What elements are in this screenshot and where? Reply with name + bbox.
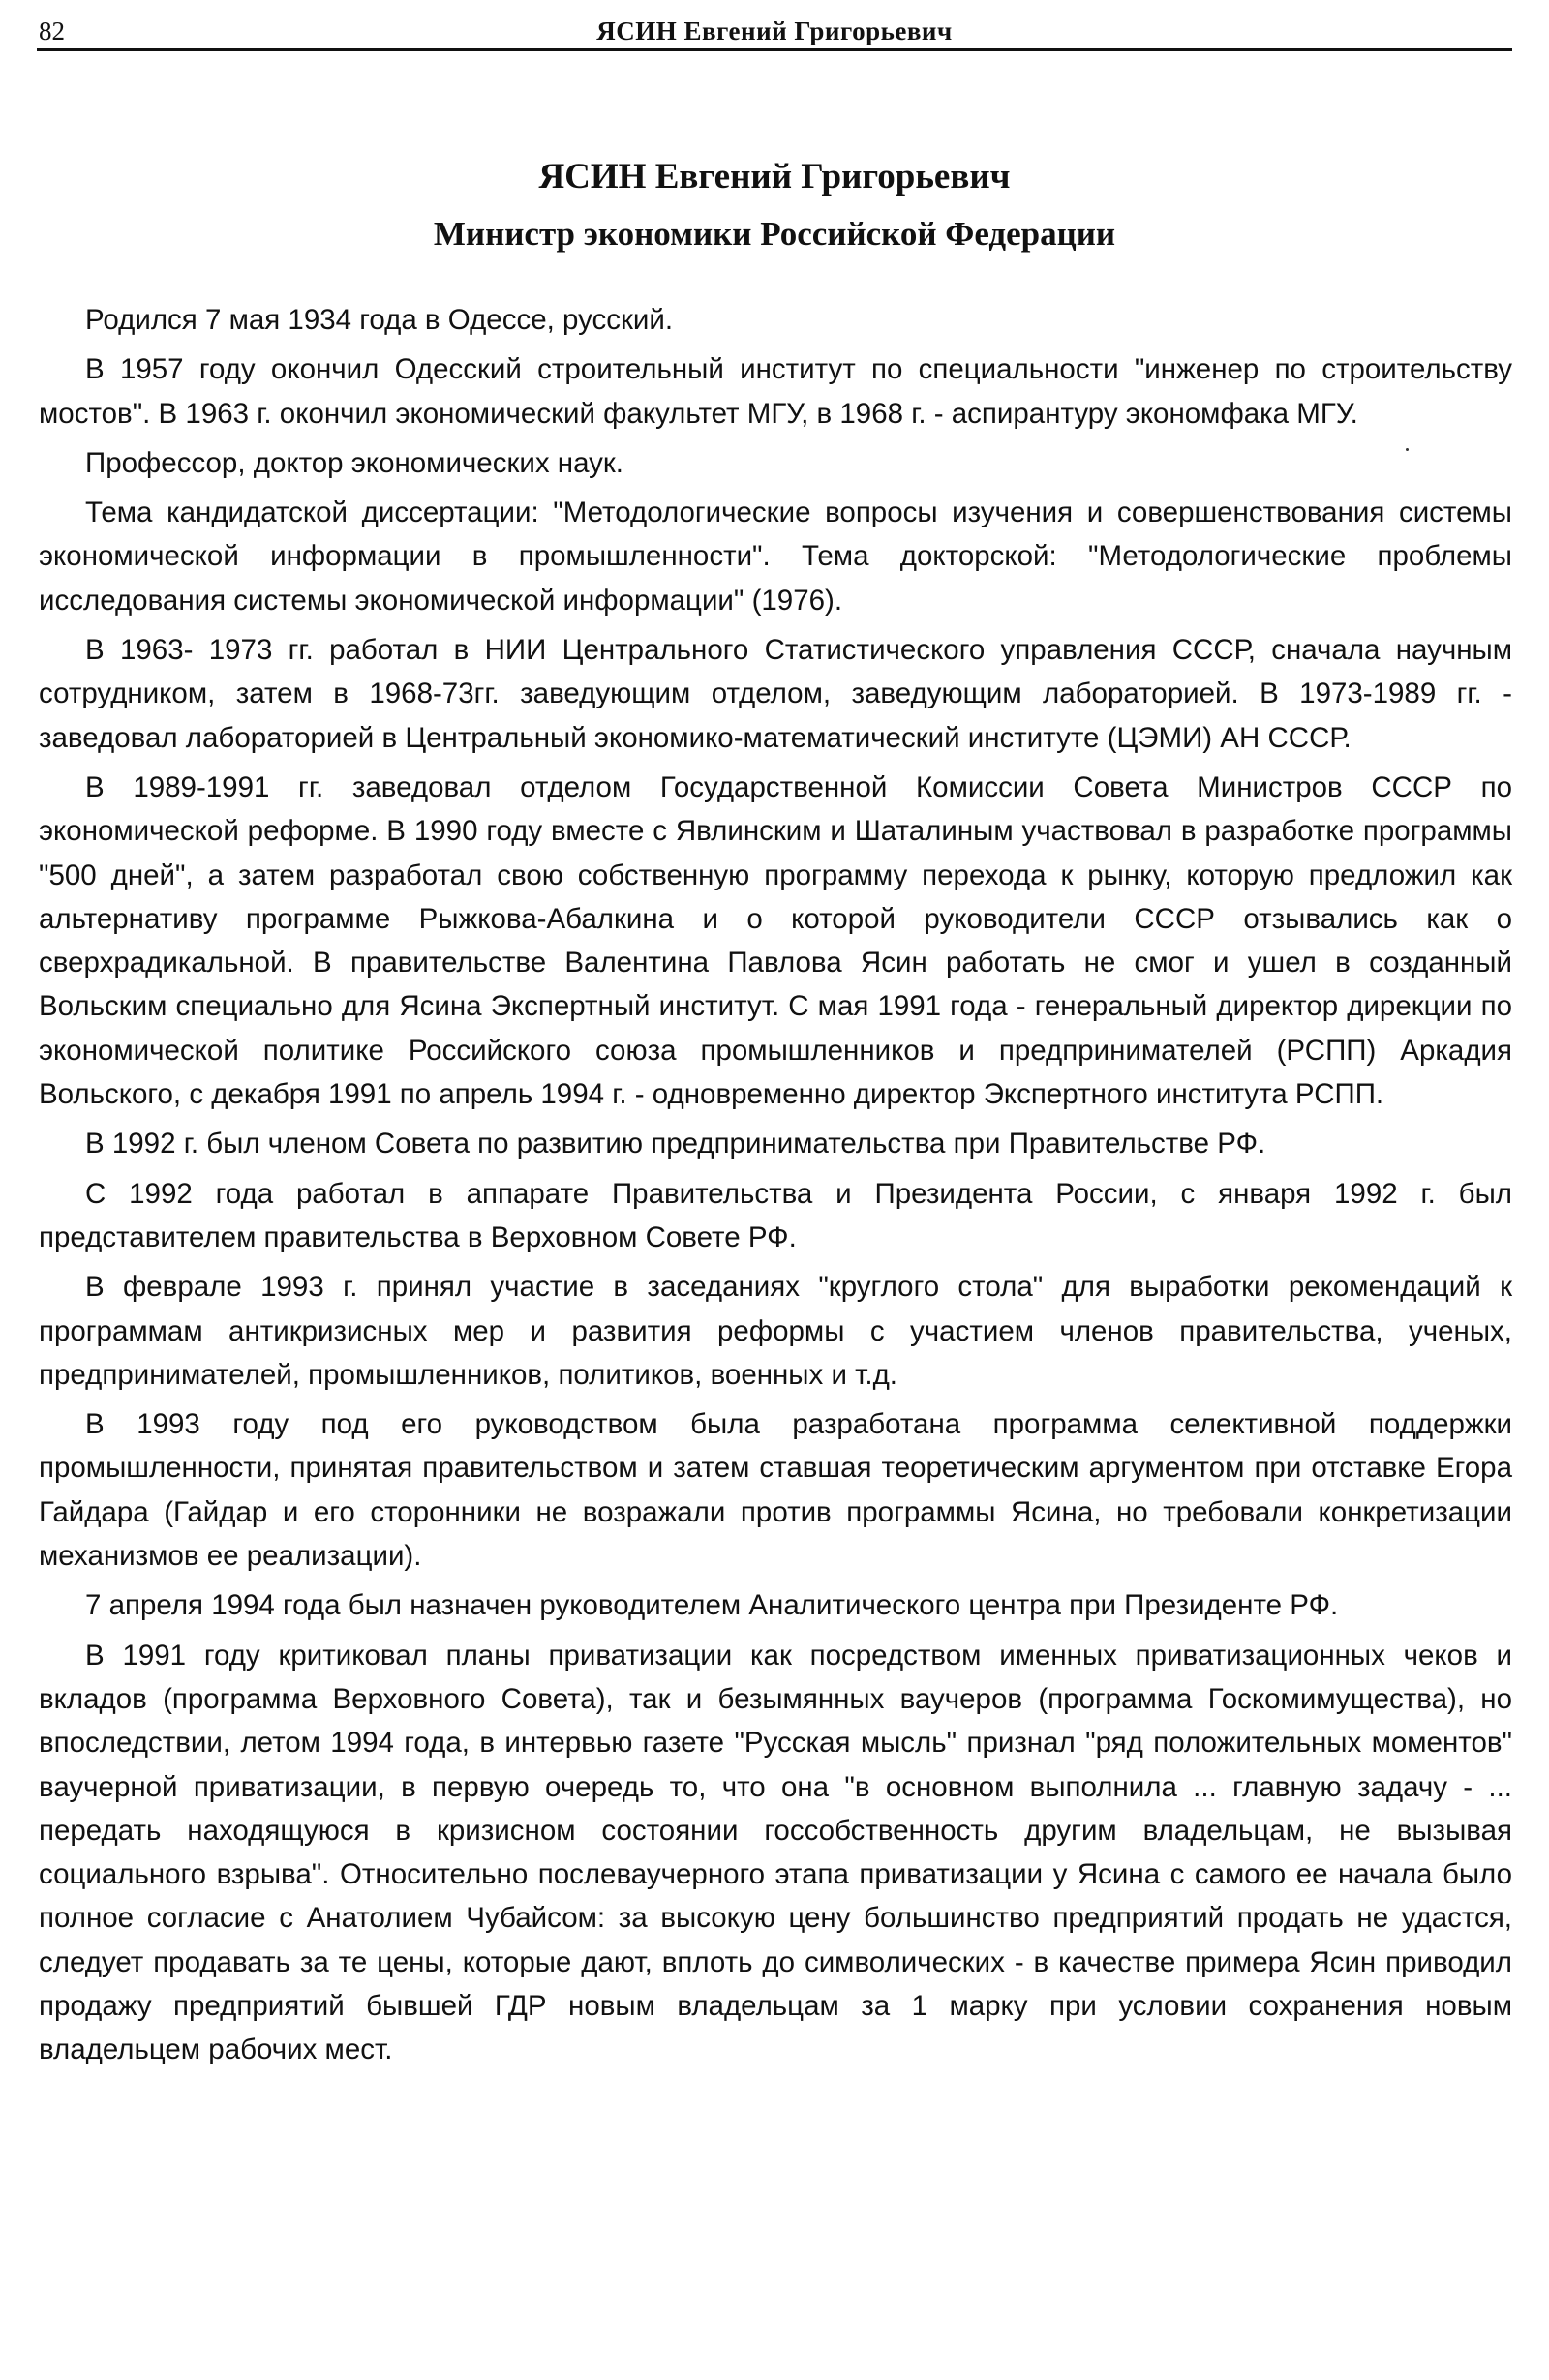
paragraph: В 1957 году окончил Одесский строительный институт по специальности "инженер по строительству мостов". В 1963 г. окончил экономический факультет МГУ, в 1968 г. - аспирантуру экономфака МГУ. xyxy=(39,353,1512,430)
page-number: 82 xyxy=(39,16,65,45)
document-title: ЯСИН Евгений Григорьевич xyxy=(538,157,1011,196)
paragraph: В феврале 1993 г. принял участие в заседаниях "круглого стола" для выработки рекомендаций к программам антикризисных мер и развития реформы с участием членов правительства, ученых, предпринимателей, промышленников, политиков, военных и т.д. xyxy=(39,1271,1512,1391)
paragraph: В 1992 г. был членом Совета по развитию предпринимательства при Правительстве РФ. xyxy=(85,1128,1266,1160)
header-rule xyxy=(37,48,1512,51)
paragraph: В 1963- 1973 гг. работал в НИИ Центрального Статистического управления СССР, сначала научным сотрудником, затем в 1968-73гг. заведующим отделом, заведующим лабораторией. В 1973-1989 гг. - заведовал лабораторией в Центральный экономико-математический институте (ЦЭМИ) АН СССР. xyxy=(39,634,1512,754)
paragraph: Тема кандидатской диссертации: "Методологические вопросы изучения и совершенствования системы экономической информации в промышленности". Тема докторской: "Методологические проблемы исследования системы экономической информации" (1976). xyxy=(39,497,1512,617)
running-title: ЯСИН Евгений Григорьевич xyxy=(596,16,953,45)
paragraph: С 1992 года работал в аппарате Правительства и Президента России, с января 1992 г. был представителем правительства в Верховном Совете РФ. xyxy=(39,1177,1512,1253)
paragraph: В 1989-1991 гг. заведовал отделом Государственной Комиссии Совета Министров СССР по экономической реформе. В 1990 году вместе с Явлинским и Шаталиным участвовал в разработке программы "500 дней", а затем разработал свою собственную программу перехода к рынку, которую предложил как альтернативу программе Рыжкова-Абалкина и о которой руководители СССР отзывались как о сверхрадикальной. В правительстве Валентина Павлова Ясин работать не смог и ушел в созданный Вольским специально для Ясина Экспертный институт. С мая 1991 года - генеральный директор дирекции по экономической политике Российского союза промышленников и предпринимателей (РСПП) Аркадия Вольского, с декабря 1991 по апрель 1994 г. - одновременно директор Экспертного института РСПП. xyxy=(39,770,1512,1111)
paragraph: В 1993 году под его руководством была разработана программа селективной поддержки промышленности, принятая правительством и затем ставшая теоретическим аргументом при отставке Егора Гайдара (Гайдар и его сторонники не возражали против программы Ясина, но требовали конкретизации механизмов ее реализации). xyxy=(39,1408,1512,1573)
body-text xyxy=(39,298,1512,2078)
paragraph: Профессор, доктор экономических наук. xyxy=(85,446,624,479)
paragraph: Родился 7 мая 1934 года в Одессе, русский. xyxy=(85,304,674,336)
running-header xyxy=(39,14,1510,48)
document-subtitle: Министр экономики Российской Федерации xyxy=(433,215,1116,253)
paragraph: 7 апреля 1994 года был назначен руководителем Аналитического центра при Президенте РФ. xyxy=(85,1589,1339,1622)
paragraph: В 1991 году критиковал планы приватизации как посредством именных приватизационных чеков и вкладов (программа Верховного Совета), так и безымянных ваучеров (программа Госкомимущества), но впоследствии, летом 1994 года, в интервью газете "Русская мысль" признал "ряд положительных моментов" ваучерной приватизации, в первую очередь то, что она "в основном выполнила ... главную задачу - ... передать находящуюся в кризисном состоянии госсобственность другим владельцам, не вызывая социального взрыва". Относительно послеваучерного этапа приватизации у Ясина с самого ее начала было полное согласие с Анатолием Чубайсом: за высокую цену большинство предприятий продать не удастся, следует продавать за те цены, которые дают, вплоть до символических - в качестве примера Ясин приводил продажу предприятий бывшей ГДР новым владельцам за 1 марку при условии сохранения новым владельцем рабочих мест. xyxy=(39,1639,1512,2066)
